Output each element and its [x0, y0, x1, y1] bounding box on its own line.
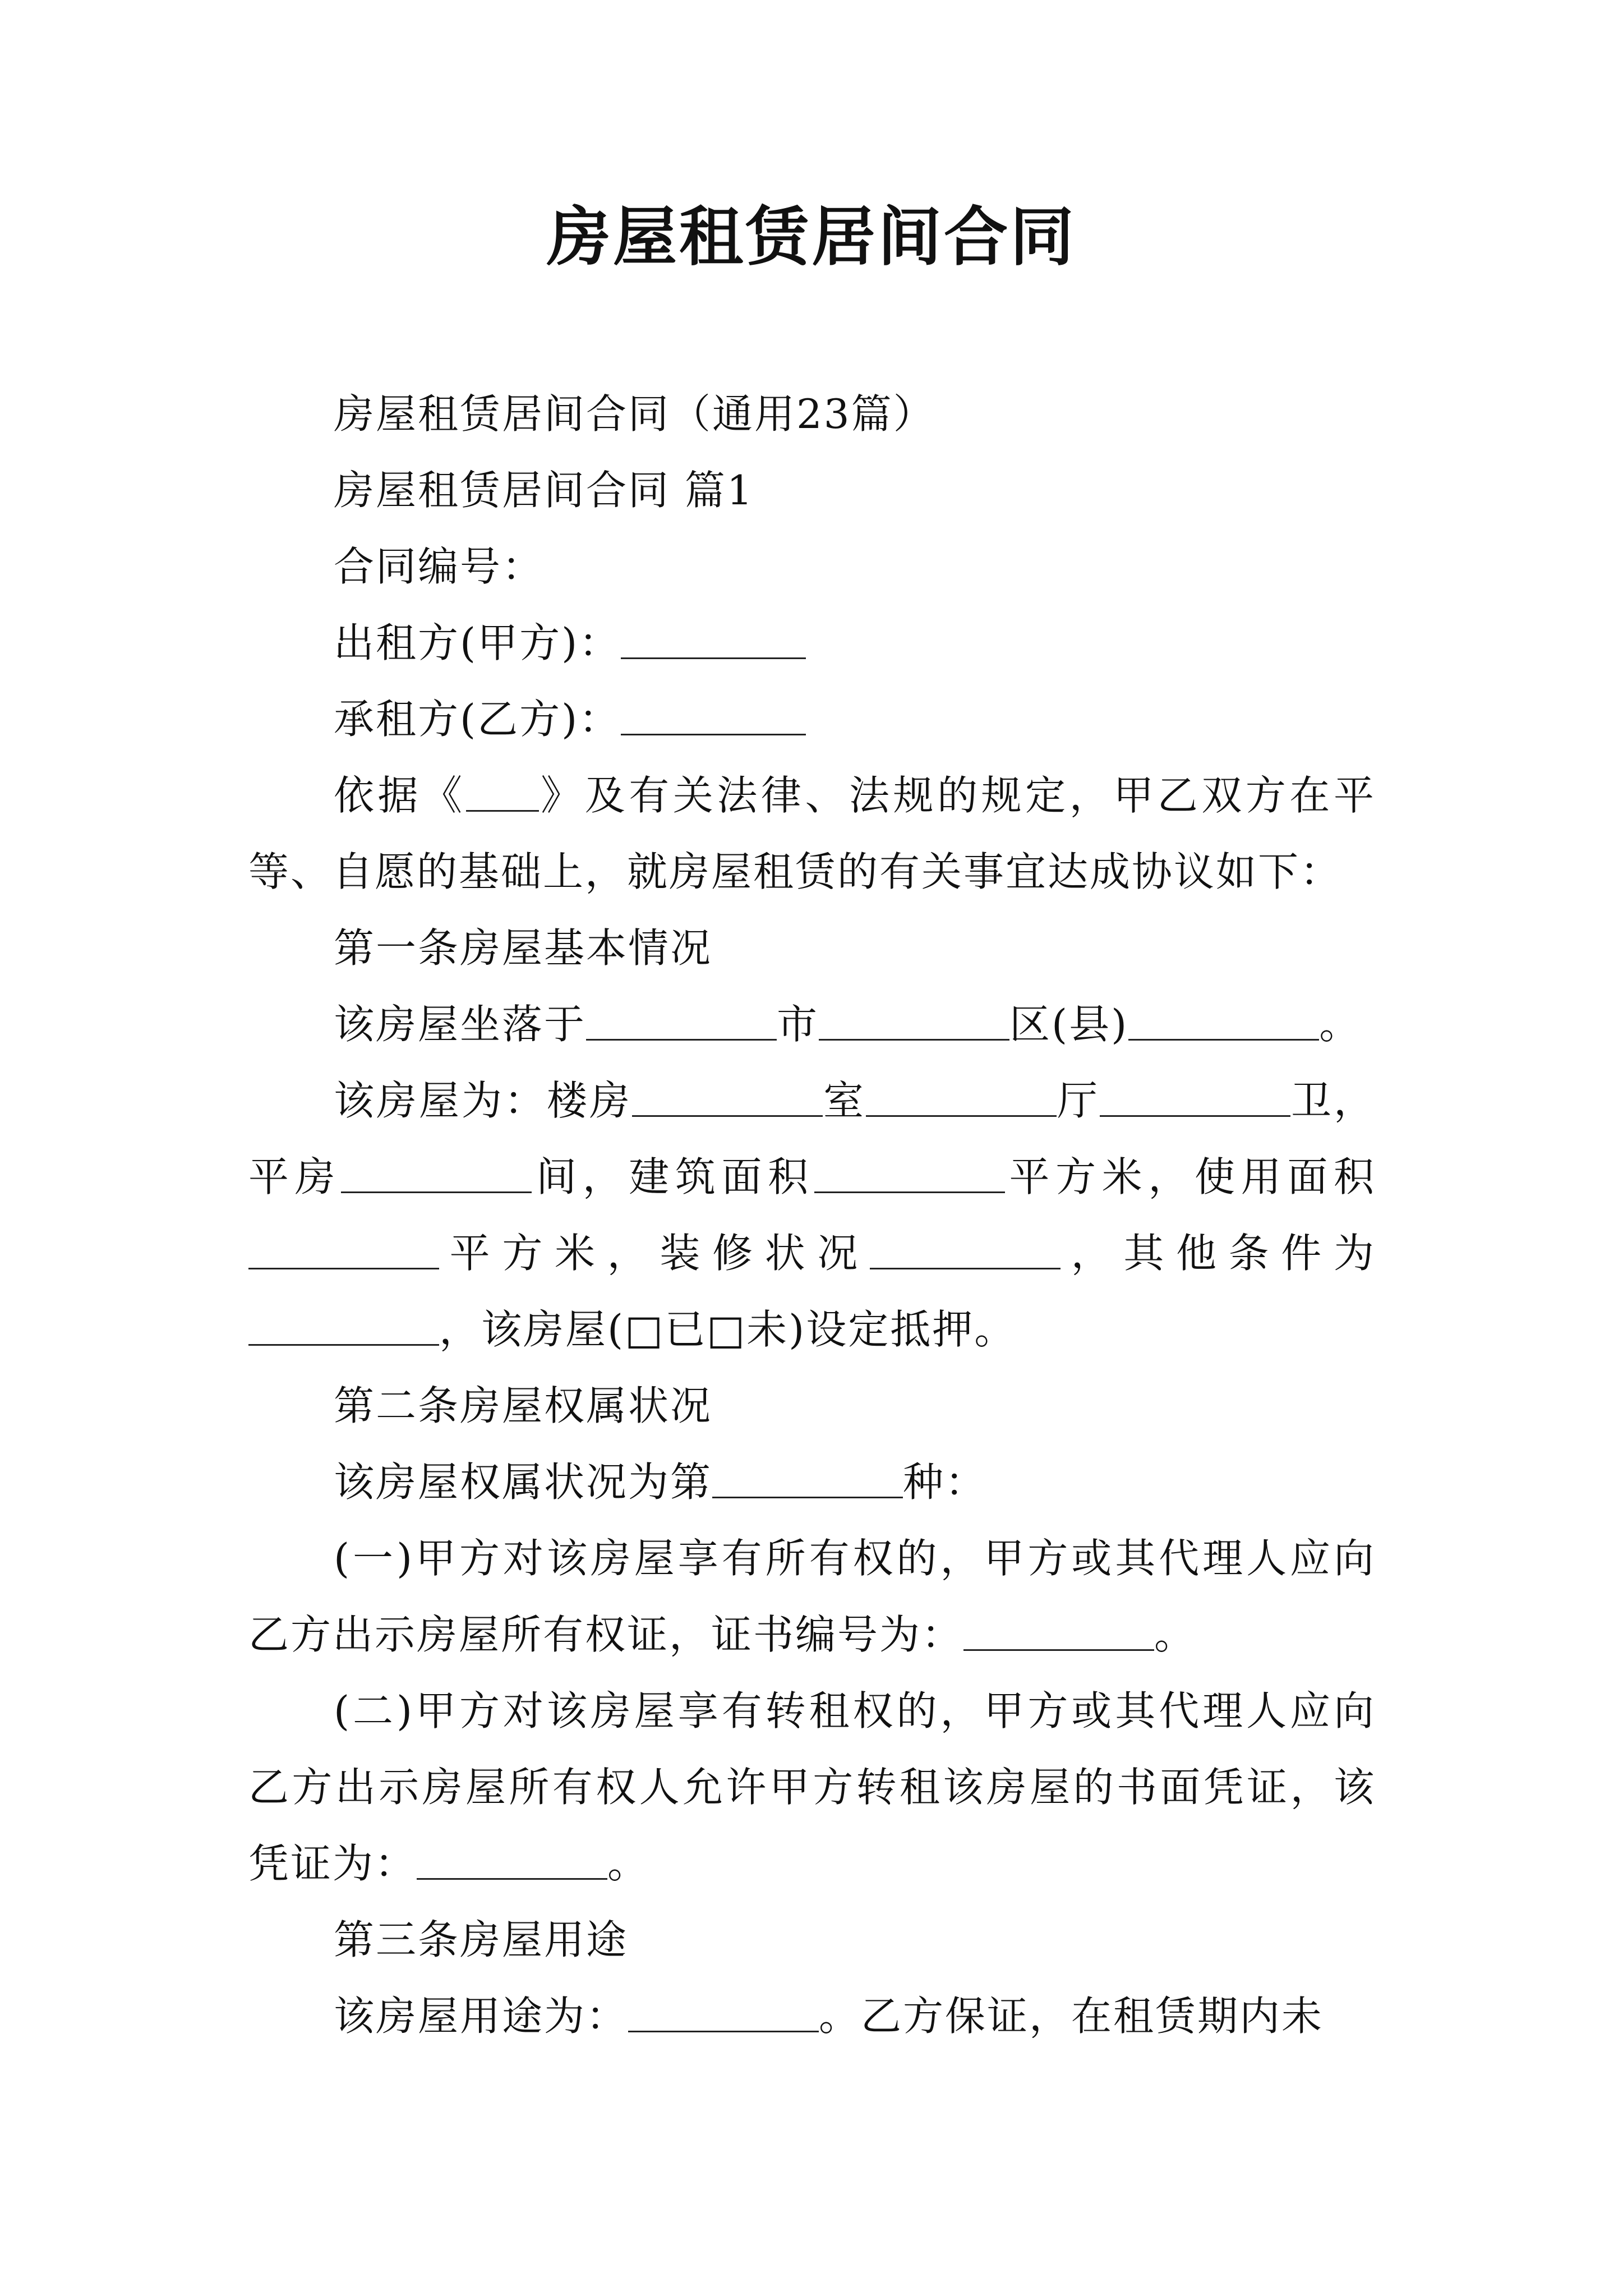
- paragraph-text: 房屋租赁居间合同 篇1: [334, 467, 754, 514]
- paragraph-text: 依据《: [334, 772, 466, 819]
- paragraph-text: 。: [1154, 1611, 1197, 1658]
- paragraph-ownership-type: [248, 1444, 1376, 1520]
- paragraph-location: [248, 986, 1376, 1062]
- fill-in-blank: [417, 1842, 607, 1880]
- fill-in-blank: [632, 1079, 823, 1117]
- fill-in-blank: [819, 1002, 1009, 1041]
- fill-in-blank: [621, 621, 806, 659]
- paragraph-ownership-clause-1: [248, 1520, 1376, 1673]
- fill-in-blank: [870, 1231, 1061, 1269]
- fill-in-blank: [586, 1002, 777, 1041]
- paragraph-text: 。: [607, 1840, 650, 1887]
- paragraph-text: 承租方(乙方)：: [334, 696, 621, 743]
- paragraph-text: 该房屋用途为：: [334, 1993, 629, 2040]
- paragraph-text: 》及有关法律、法规的规定，甲乙双方在平等、自愿的基础上，就房屋租赁的有关事宜达成协议如下：: [248, 772, 1376, 895]
- paragraph-usage: [248, 1978, 1376, 2054]
- fill-in-blank: [621, 697, 806, 735]
- paragraph-text: (二)甲方对该房屋享有转租权的，甲方或其代理人应向乙方出示房屋所有权人允许甲方转租该房屋的书面凭证，该凭证为：: [248, 1687, 1376, 1887]
- fill-in-blank: [963, 1613, 1154, 1651]
- paragraph-contract-number: [248, 528, 1376, 605]
- fill-in-blank: [248, 1308, 439, 1346]
- paragraph-text: 。乙方保证，在租赁期内未: [819, 1993, 1324, 2040]
- paragraph-property-details: [248, 1062, 1376, 1368]
- paragraph-section-heading: [248, 452, 1376, 528]
- paragraph-text: 出租方(甲方)：: [334, 619, 621, 666]
- paragraph-article-1-heading: [248, 910, 1376, 986]
- paragraph-lessee: [248, 681, 1376, 757]
- paragraph-article-3-heading: [248, 1902, 1376, 1978]
- paragraph-basis: [248, 757, 1376, 910]
- paragraph-text: 平方米，使用面积: [1004, 1153, 1376, 1200]
- document-title: 房屋租赁居间合同: [546, 199, 1076, 274]
- paragraph-text: 合同编号：: [334, 543, 545, 590]
- paragraph-text: 。: [1319, 1001, 1362, 1048]
- paragraph-text: 市: [777, 1001, 819, 1048]
- fill-in-blank: [628, 1994, 819, 2032]
- paragraph-text: 第三条房屋用途: [334, 1916, 629, 1963]
- paragraph-text: ，其他条件为: [1060, 1230, 1376, 1277]
- paragraph-text: ，该房屋(□已□未)设定抵押。: [439, 1306, 1017, 1353]
- paragraph-text: 房屋租赁居间合同（通用23篇）: [334, 390, 935, 438]
- fill-in-blank: [1100, 1079, 1290, 1117]
- paragraph-subtitle: [248, 376, 1376, 452]
- paragraph-text: 该房屋权属状况为第: [334, 1458, 713, 1506]
- paragraph-text: 平方米，装修状况: [439, 1230, 870, 1277]
- paragraph-text: 该房屋为：楼房: [334, 1077, 632, 1124]
- paragraph-text: 第一条房屋基本情况: [334, 924, 713, 972]
- paragraph-text: (一)甲方对该房屋享有所有权的，甲方或其代理人应向乙方出示房屋所有权证，证书编号为：: [248, 1535, 1376, 1658]
- paragraph-article-2-heading: [248, 1368, 1376, 1444]
- paragraph-text: 该房屋坐落于: [334, 1001, 587, 1048]
- paragraph-text: 厅: [1056, 1077, 1100, 1124]
- paragraph-text: 室: [822, 1077, 866, 1124]
- fill-in-blank: [866, 1079, 1057, 1117]
- fill-in-blank: [814, 1155, 1005, 1193]
- paragraph-text: 区(县): [1009, 1001, 1129, 1048]
- fill-in-blank: [248, 1231, 439, 1269]
- paragraph-lessor: [248, 605, 1376, 681]
- paragraph-ownership-clause-2: [248, 1673, 1376, 1902]
- paragraph-text: 第二条房屋权属状况: [334, 1382, 713, 1429]
- fill-in-blank: [712, 1460, 903, 1498]
- fill-in-blank: [1128, 1002, 1319, 1041]
- fill-in-blank: [341, 1155, 532, 1193]
- document-body: [248, 376, 1376, 2054]
- paragraph-text: 卫，平房: [248, 1077, 1376, 1200]
- paragraph-text: 间，建筑面积: [532, 1153, 814, 1200]
- paragraph-text: 种：: [903, 1458, 988, 1506]
- fill-in-blank: [466, 774, 539, 812]
